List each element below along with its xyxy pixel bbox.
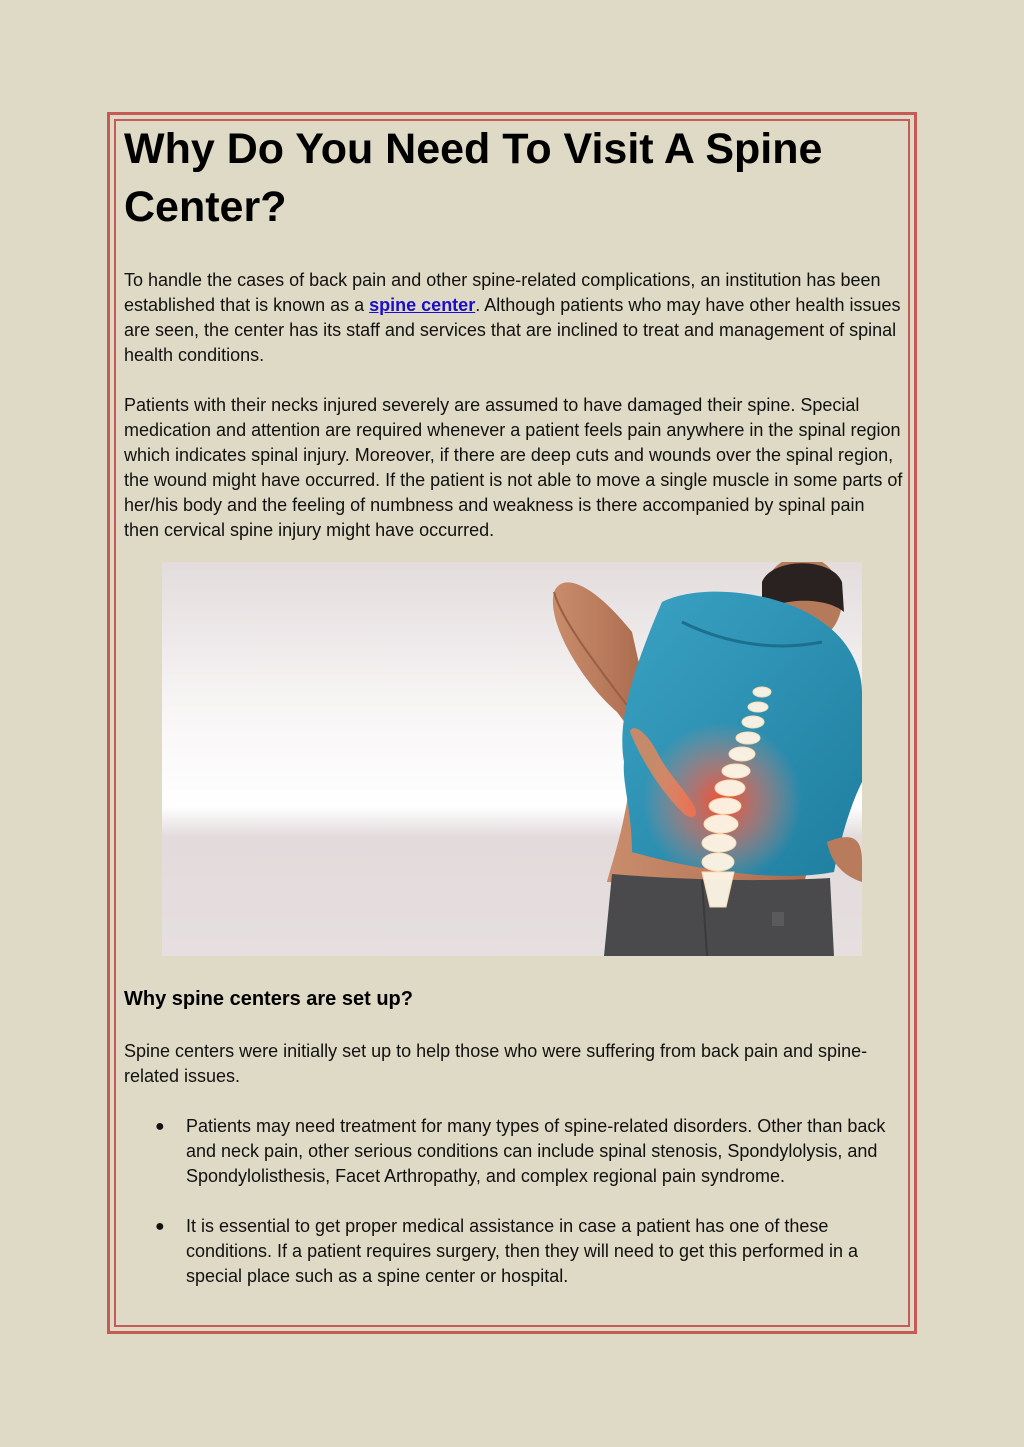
list-item xyxy=(124,1114,904,1189)
intro-text-before: To handle the cases of back pain and other spine-related complications, an institution has been established that is known as a xyxy=(124,270,881,315)
man-back-pain-spine-icon xyxy=(162,562,862,956)
bullet-dot-icon: ● xyxy=(155,1118,165,1135)
section-heading: Why spine centers are set up? xyxy=(124,988,413,1010)
bullet-dot-icon: ● xyxy=(155,1218,165,1235)
list-item-text: Patients may need treatment for many types of spine-related disorders. Other than back and neck pain, other serious conditions can include spinal stenosis, Spondylolysis, and Spondylolisthesis, Facet Arthropathy, and complex regional pain syndrome. xyxy=(186,1116,886,1186)
intro-text-after: . Although patients who may have other health issues are seen, the center has its staff and services that are inclined to treat and management of spinal health conditions. xyxy=(124,295,901,365)
intro-paragraph xyxy=(124,268,904,368)
spine-centers-paragraph: Spine centers were initially set up to help those who were suffering from back pain and spine-related issues. xyxy=(124,1041,868,1086)
bullet-list xyxy=(124,1114,904,1314)
spine-center-link[interactable]: spine center xyxy=(369,295,476,315)
back-pain-image xyxy=(162,562,862,956)
list-item xyxy=(124,1214,904,1289)
article-content xyxy=(124,118,904,543)
injury-paragraph: Patients with their necks injured severely are assumed to have damaged their spine. Special medication and attention are required whenever a patient feels pain anywhere in the spinal region which indicates spinal injury. Moreover, if there are deep cuts and wounds over the spinal region, the wound might have occurred. If the patient is not able to move a single muscle in some parts of her/his body and the feeling of numbness and weakness is there accompanied by spinal pain then cervical spine injury might have occurred. xyxy=(124,395,903,540)
list-item-text: It is essential to get proper medical assistance in case a patient has one of these conditions. If a patient requires surgery, then they will need to get this performed in a special place such as a spine center or hospital. xyxy=(186,1216,859,1286)
page-title: Why Do You Need To Visit A Spine Center? xyxy=(124,125,823,231)
